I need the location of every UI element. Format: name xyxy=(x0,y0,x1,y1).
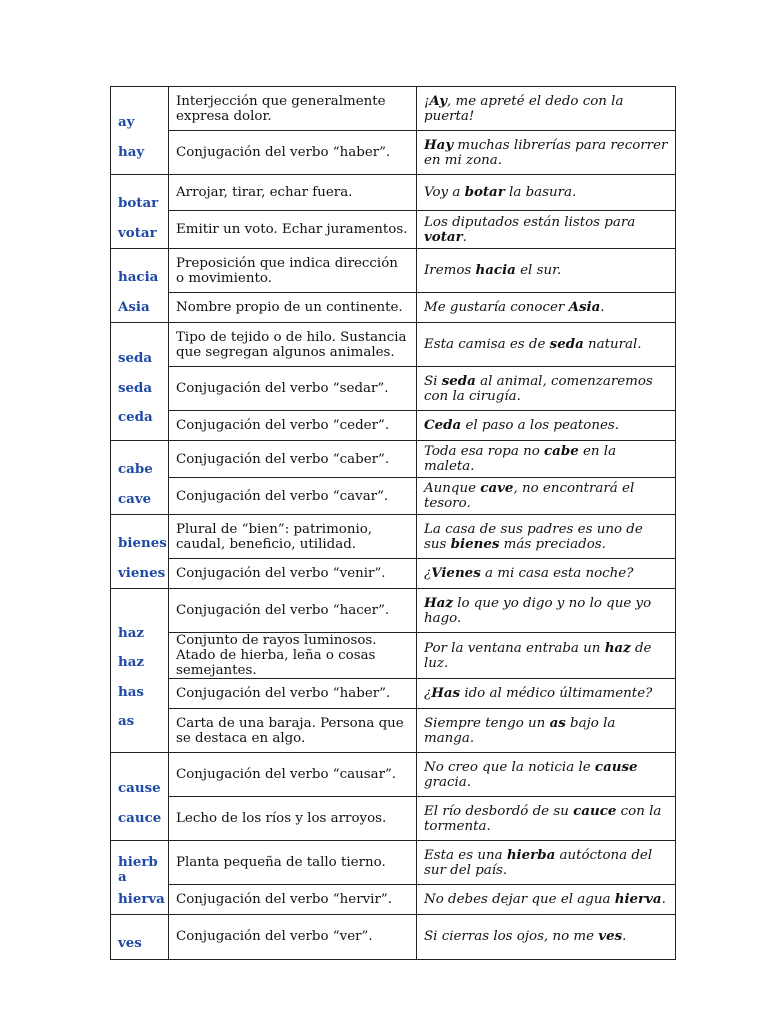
word-label: vienes xyxy=(118,564,166,581)
word-label: botar xyxy=(118,195,159,211)
word-label: hierva xyxy=(118,890,165,907)
word-label: has xyxy=(118,683,144,700)
definition-cell: Conjugación del verbo “sedar”. xyxy=(169,367,417,411)
example-text: . xyxy=(661,892,666,907)
example-cell xyxy=(417,211,676,249)
example-text: No creo que la noticia le xyxy=(424,759,595,775)
example-text: autóctona del sur del país. xyxy=(424,847,653,878)
example-text: más preciados. xyxy=(499,536,606,552)
example-text: gracia. xyxy=(424,774,471,790)
example-text: muchas librerías para recorrer en mi zona. xyxy=(424,137,668,168)
example-text: Por la ventana entraba un xyxy=(424,640,605,656)
example-cell xyxy=(417,709,676,753)
definition-cell: Conjugación del verbo “hacer”. xyxy=(169,589,417,633)
example-cell xyxy=(417,679,676,709)
table-row xyxy=(111,131,676,175)
definition-cell: Conjugación del verbo “ceder”. xyxy=(169,411,417,441)
word-label: cave xyxy=(118,490,152,507)
example-text: Iremos xyxy=(424,263,476,278)
example-cell xyxy=(417,915,676,960)
definition-cell: Arrojar, tirar, echar fuera. xyxy=(169,175,417,211)
definition-cell: Carta de una baraja. Persona que se destaca en algo. xyxy=(169,709,417,753)
word-label: Asia xyxy=(118,298,150,315)
example-text: Esta es una xyxy=(424,847,507,863)
table-row xyxy=(111,885,676,915)
definition-cell: Conjugación del verbo “haber”. xyxy=(169,131,417,175)
example-text: de luz. xyxy=(424,640,652,671)
table-row xyxy=(111,797,676,841)
definition-cell: Conjugación del verbo “ver”. xyxy=(169,915,417,960)
example-keyword: bienes xyxy=(450,535,500,552)
definition-cell: Conjugación del verbo “hervir”. xyxy=(169,885,417,915)
definition-cell: Nombre propio de un continente. xyxy=(169,293,417,323)
word-cell xyxy=(111,249,169,323)
word-label: ay xyxy=(118,114,135,130)
definition-cell: Conjunto de rayos luminosos. Atado de hierba, leña o cosas semejantes. xyxy=(169,633,417,679)
example-keyword: seda xyxy=(549,336,584,352)
word-label: cause xyxy=(118,780,161,796)
table-row xyxy=(111,515,676,559)
example-keyword: as xyxy=(549,714,566,731)
example-text: ¿ xyxy=(424,686,432,701)
example-keyword: Asia xyxy=(568,299,601,315)
table-row xyxy=(111,175,676,211)
example-keyword: cabe xyxy=(544,443,579,459)
example-cell xyxy=(417,589,676,633)
example-cell xyxy=(417,885,676,915)
example-text: con la tormenta. xyxy=(424,803,662,834)
example-cell xyxy=(417,633,676,679)
word-label: hierb a xyxy=(118,854,158,885)
example-cell xyxy=(417,293,676,323)
example-text: bajo la manga. xyxy=(424,715,616,746)
word-label: seda xyxy=(118,379,153,396)
example-cell xyxy=(417,559,676,589)
example-cell xyxy=(417,131,676,175)
example-text: a mi casa esta noche? xyxy=(480,566,634,581)
word-label: seda xyxy=(118,350,153,367)
definition-cell: Emitir un voto. Echar juramentos. xyxy=(169,211,417,249)
example-cell xyxy=(417,753,676,797)
example-text: . xyxy=(462,229,467,245)
example-text: la basura. xyxy=(504,185,577,201)
example-keyword: cauce xyxy=(573,802,617,819)
definition-cell: Conjugación del verbo “venir”. xyxy=(169,559,417,589)
table-row xyxy=(111,559,676,589)
example-text: ido al médico últimamente? xyxy=(460,686,653,701)
example-text: Siempre tengo un xyxy=(424,715,550,731)
example-text: , me apreté el dedo con la puerta! xyxy=(424,93,624,124)
vocabulary-table-body xyxy=(111,87,676,960)
example-keyword: hierba xyxy=(506,846,556,863)
example-keyword: hacia xyxy=(475,262,516,278)
example-cell xyxy=(417,249,676,293)
example-keyword: cave xyxy=(480,480,514,496)
definition-cell: Lecho de los ríos y los arroyos. xyxy=(169,797,417,841)
table-row xyxy=(111,441,676,478)
word-cell xyxy=(111,175,169,249)
example-cell xyxy=(417,478,676,515)
word-cell xyxy=(111,87,169,175)
definition-cell: Tipo de tejido o de hilo. Sustancia que segregan algunos animales. xyxy=(169,323,417,367)
example-text: al animal, comenzaremos con la cirugía. xyxy=(424,373,653,404)
example-text: No debes dejar que el agua xyxy=(424,892,615,907)
example-text: el paso a los peatones. xyxy=(461,418,619,433)
table-row xyxy=(111,293,676,323)
word-label: hacia xyxy=(118,269,159,285)
table-row xyxy=(111,679,676,709)
example-text: natural. xyxy=(583,337,642,352)
example-keyword: ves xyxy=(598,928,623,945)
table-row xyxy=(111,709,676,753)
word-label: ves xyxy=(118,935,142,951)
definition-cell: Conjugación del verbo “causar”. xyxy=(169,753,417,797)
table-row xyxy=(111,915,676,960)
word-cell xyxy=(111,915,169,960)
word-label: ceda xyxy=(118,409,153,426)
example-cell xyxy=(417,367,676,411)
table-row xyxy=(111,753,676,797)
example-text: . xyxy=(622,929,627,945)
example-keyword: votar xyxy=(424,228,463,245)
example-text: , no encontrará el tesoro. xyxy=(424,481,635,511)
example-cell xyxy=(417,841,676,885)
definition-cell: Conjugación del verbo “haber”. xyxy=(169,679,417,709)
example-cell xyxy=(417,323,676,367)
example-cell xyxy=(417,411,676,441)
definition-cell: Interjección que generalmente expresa dolor. xyxy=(169,87,417,131)
example-text: en la maleta. xyxy=(424,444,617,474)
example-text: Voy a xyxy=(424,185,465,201)
definition-cell: Plural de “bien”: patrimonio, caudal, beneficio, utilidad. xyxy=(169,515,417,559)
example-text: El río desbordó de su xyxy=(424,803,574,819)
table-row xyxy=(111,411,676,441)
definition-cell: Planta pequeña de tallo tierno. xyxy=(169,841,417,885)
word-cell xyxy=(111,841,169,915)
table-row xyxy=(111,367,676,411)
word-cell xyxy=(111,441,169,515)
table-row xyxy=(111,211,676,249)
word-label: votar xyxy=(118,224,157,241)
example-cell xyxy=(417,797,676,841)
table-row xyxy=(111,478,676,515)
example-cell xyxy=(417,87,676,131)
example-keyword: Ay xyxy=(429,92,448,109)
example-text: el sur. xyxy=(515,263,562,278)
table-row xyxy=(111,841,676,885)
word-label: bienes xyxy=(118,535,167,551)
example-keyword: Ceda xyxy=(424,417,462,433)
example-text: ¡ xyxy=(424,93,430,109)
example-text: La casa de sus padres es uno de sus xyxy=(424,521,643,552)
example-keyword: Hay xyxy=(424,136,454,153)
example-text: Esta camisa es de xyxy=(424,337,550,352)
example-keyword: cause xyxy=(594,758,638,775)
example-keyword: hierva xyxy=(614,891,662,907)
example-text: lo que yo digo y no lo que yo hago. xyxy=(424,595,652,626)
word-label: haz xyxy=(118,624,145,641)
word-cell xyxy=(111,323,169,441)
word-cell xyxy=(111,753,169,841)
table-row xyxy=(111,323,676,367)
example-keyword: Vienes xyxy=(431,565,481,581)
example-keyword: Has xyxy=(431,685,461,701)
vocabulary-table xyxy=(110,86,676,960)
word-label: hay xyxy=(118,143,145,160)
definition-cell: Conjugación del verbo “cavar”. xyxy=(169,478,417,515)
definition-cell: Conjugación del verbo “caber”. xyxy=(169,441,417,478)
word-label: haz xyxy=(118,654,145,670)
example-keyword: Haz xyxy=(424,594,453,611)
table-row xyxy=(111,633,676,679)
word-cell xyxy=(111,515,169,589)
example-text: Me gustaría conocer xyxy=(424,300,569,315)
definition-cell: Preposición que indica dirección o movimiento. xyxy=(169,249,417,293)
example-cell xyxy=(417,175,676,211)
word-label: cabe xyxy=(118,461,153,477)
example-text: Si cierras los ojos, no me xyxy=(424,929,599,945)
example-text: ¿ xyxy=(424,566,432,581)
example-keyword: seda xyxy=(441,372,476,389)
example-text: Los diputados están listos para xyxy=(424,214,636,230)
example-text: Toda esa ropa no xyxy=(424,444,545,459)
word-label: as xyxy=(118,713,135,729)
example-cell xyxy=(417,515,676,559)
example-cell xyxy=(417,441,676,478)
example-text: Si xyxy=(424,373,442,389)
example-keyword: botar xyxy=(464,184,505,201)
example-keyword: haz xyxy=(604,639,631,656)
table-row xyxy=(111,249,676,293)
table-row xyxy=(111,589,676,633)
example-text: . xyxy=(600,300,605,315)
table-row xyxy=(111,87,676,131)
word-cell xyxy=(111,589,169,753)
example-text: Aunque xyxy=(424,481,481,496)
word-label: cauce xyxy=(118,809,162,826)
